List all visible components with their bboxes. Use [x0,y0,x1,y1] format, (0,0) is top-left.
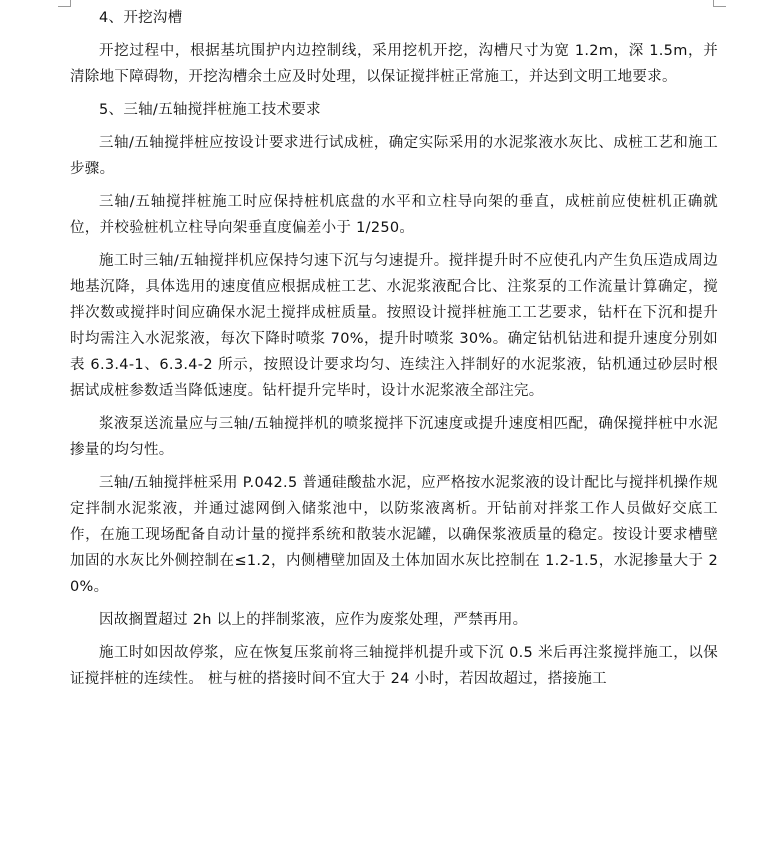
document-body [70,5,718,692]
paragraph-interruption: 施工时如因故停浆，应在恢复压浆前将三轴搅拌机提升或下沉 0.5 米后再注浆搅拌施工，以保证搅拌桩的连续性。 桩与桩的搭接时间不宜大于 24 小时，若因故超过，搭接施工 [70,645,718,687]
paragraph-trial-pile: 三轴/五轴搅拌桩应按设计要求进行试成桩，确定实际采用的水泥浆液水灰比、成桩工艺和施工步骤。 [70,135,718,177]
paragraph-rig-alignment: 三轴/五轴搅拌桩施工时应保持桩机底盘的水平和立柱导向架的垂直，成桩前应使桩机正确就位，并校验桩机立柱导向架垂直度偏差小于 1/250。 [70,194,718,236]
paragraph-excavation: 开挖过程中，根据基坑围护内边控制线，采用挖机开挖，沟槽尺寸为宽 1.2m，深 1.5m，并清除地下障碍物，开挖沟槽余土应及时处理，以保证搅拌桩正常施工，并达到文明工地要求。 [70,43,718,85]
paragraph-pump-flow: 浆液泵送流量应与三轴/五轴搅拌机的喷浆搅拌下沉速度或提升速度相匹配，确保搅拌桩中水泥掺量的均匀性。 [70,416,718,458]
section-heading-4: 4、开挖沟槽 [99,10,183,26]
paragraph-uniform-speed: 施工时三轴/五轴搅拌机应保持匀速下沉与匀速提升。搅拌提升时不应使孔内产生负压造成周边地基沉降，具体选用的速度值应根据成桩工艺、水泥浆液配合比、注浆泵的工作流量计算确定，搅拌次数或搅拌时间应确保水泥土搅拌成桩质量。按照设计搅拌桩施工工艺要求，钻杆在下沉和提升时均需注入水泥浆液，每次下降时喷浆 70%，提升时喷浆 30%。确定钻机钻进和提升速度分别如表 6.3.4-1、6.3.4-2 所示，按照设计要求均匀、连续注入拌制好的水泥浆液，钻机通过砂层时根据试成桩参数适当降低速度。钻杆提升完毕时，设计水泥浆液全部注完。 [70,253,718,399]
section-heading-5: 5、三轴/五轴搅拌桩施工技术要求 [99,102,321,118]
paragraph-waste-slurry: 因故搁置超过 2h 以上的拌制浆液，应作为废浆处理，严禁再用。 [99,612,528,628]
paragraph-cement-spec: 三轴/五轴搅拌桩采用 P.042.5 普通硅酸盐水泥，应严格按水泥浆液的设计配比与搅拌机操作规定拌制水泥浆液，并通过滤网倒入储浆池中，以防浆液离析。开钻前对拌浆工作人员做好交底工作，在施工现场配备自动计量的搅拌系统和散装水泥罐，以确保浆液质量的稳定。按设计要求槽壁加固的水灰比外侧控制在≤1.2，内侧槽壁加固及土体加固水灰比控制在 1.2-1.5，水泥掺量大于 20%。 [70,475,718,595]
